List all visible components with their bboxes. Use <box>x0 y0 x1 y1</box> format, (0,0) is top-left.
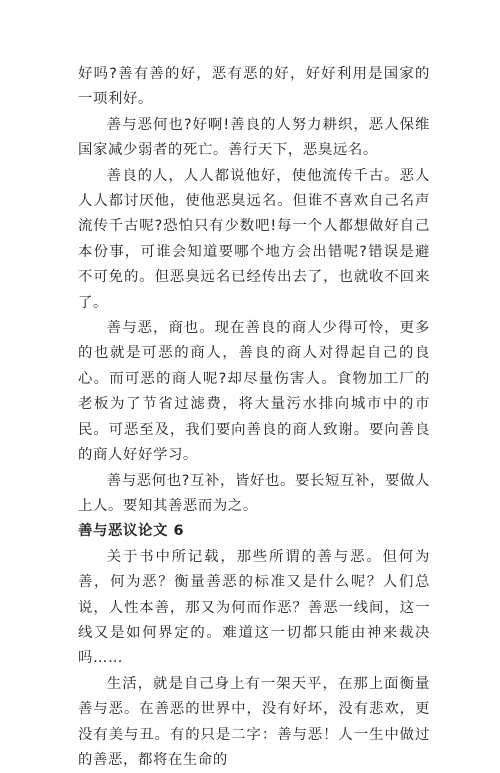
section-heading: 善与恶议论文 6 <box>78 523 185 540</box>
paragraph: 好吗?善有善的好，恶有恶的好，好好利用是国家的一项利好。 <box>78 66 430 108</box>
paragraph: 生活，就是自己身上有一架天平，在那上面衡量善与恶。在善恶的世界中，没有好坏，没有悲欢，更没有美与丑。有的只是二字：善与恶！人一生中做过的善恶，都将在生命的 <box>78 675 430 768</box>
paragraph: 善与恶何也?互补，皆好也。要长短互补，要做人上人。要知其善恶而为之。 <box>78 472 430 514</box>
paragraph: 关于书中所记载，那些所谓的善与恶。但何为善，何为恶？衡量善恶的标准又是什么呢？人们总说，人性本善，那又为何而作恶？善恶一线间，这一线又是如何界定的。难道这一切都只能由神来裁决吗…… <box>78 548 430 667</box>
paragraph: 善良的人，人人都说他好，使他流传千古。恶人人人都讨厌他，使他恶臭远名。但谁不喜欢自己名声流传千古呢?恐怕只有少数吧!每一个人都想做好自己本份事，可谁会知道要哪个地方会出错呢?错误是避不可免的。但恶臭远名已经传出去了，也就收不回来了。 <box>78 167 430 311</box>
paragraph: 善与恶何也?好啊!善良的人努力耕织，恶人保维国家减少弱者的死亡。善行天下，恶臭远名。 <box>78 116 430 159</box>
paragraph: 善与恶，商也。现在善良的商人少得可怜，更多的也就是可恶的商人，善良的商人对得起自己的良心。而可恶的商人呢?却尽量伤害人。食物加工厂的老板为了节省过滤费，将大量污水排向城市中的市民。可恶至及，我们要向善良的商人致谢。要向善良的商人好好学习。 <box>78 320 430 464</box>
